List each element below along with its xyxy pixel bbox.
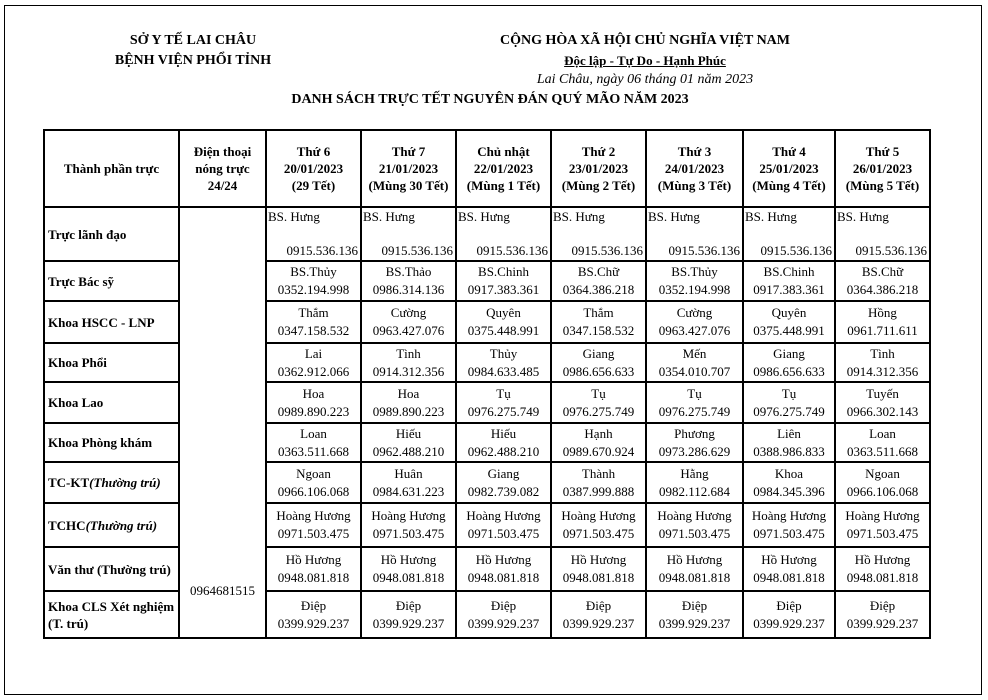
row-label: Trực Bác sỹ [44,261,179,301]
duty-cell [456,423,551,462]
staff-phone: 0399.929.237 [658,615,731,631]
staff-name: Thắm [298,305,329,320]
duty-cell [743,462,835,503]
staff-name: Thành [581,465,616,481]
staff-phone: 0962.488.210 [372,443,445,459]
staff-name: BS.Chữ [577,264,620,279]
staff-phone: 0352.194.998 [277,282,350,297]
nation-title: CỘNG HÒA XÃ HỘI CHỦ NGHĨA VIỆT NAM [499,33,790,48]
duty-cell [743,207,835,261]
col-header-day: Thứ 3 24/01/2023 (Mùng 3 Tết) [646,130,743,207]
staff-phone: 0984.631.223 [372,483,445,499]
staff-phone: 0961.711.611 [847,323,918,338]
duty-cell [743,591,835,638]
staff-phone: 0948.081.818 [846,570,919,585]
duty-cell [835,547,930,591]
duty-cell [551,462,646,503]
staff-name: Hoàng Hương [561,508,636,523]
staff-phone: 0989.890.223 [277,403,350,419]
row-label-main: TCHC [48,517,86,533]
staff-name: Điệp [585,597,612,613]
staff-name: Hoàng Hương [657,508,732,523]
staff-phone: 0973.286.629 [658,443,731,459]
table-row [44,382,930,423]
duty-cell [646,591,743,638]
header-row [44,130,930,207]
duty-cell [743,261,835,301]
staff-name: Hoàng Hương [845,508,920,523]
row-label-note: (Thường trú) [85,517,158,533]
col-header-day: Thứ 2 23/01/2023 (Mùng 2 Tết) [551,130,646,207]
staff-phone: 0976.275.749 [753,403,825,419]
duty-cell [266,547,361,591]
duty-cell [743,423,835,462]
staff-name: BS.Chữ [861,264,904,279]
duty-cell [456,343,551,382]
duty-cell [266,261,361,301]
staff-phone: 0966.106.068 [846,483,919,499]
staff-name: BS. Hưng [458,209,510,224]
duty-cell [646,261,743,301]
staff-name: Hoàng Hương [371,508,446,523]
duty-cell [266,591,361,638]
row-label: Trực lãnh đạo [44,207,179,261]
table-row [44,547,930,591]
col-header-day: Thứ 4 25/01/2023 (Mùng 4 Tết) [743,130,835,207]
staff-name: Tình [870,345,895,361]
duty-cell [835,591,930,638]
row-label: Khoa Phòng khám [44,423,179,462]
staff-phone: 0375.448.991 [467,323,540,338]
staff-phone: 0914.312.356 [372,363,445,379]
staff-phone: 0971.503.475 [658,526,731,541]
duty-roster-table [43,129,931,639]
staff-phone: 0352.194.998 [658,282,731,297]
staff-name: BS. Hưng [268,209,320,224]
duty-cell [551,261,646,301]
staff-name: Tình [396,345,421,361]
staff-name: Hoa [397,385,420,401]
staff-name: BS.Thủy [671,264,718,279]
staff-name: Huân [394,465,423,481]
staff-name: Hồng [868,305,897,320]
staff-name: BS.Thảo [385,264,432,279]
col-header-day: Thứ 5 26/01/2023 (Mùng 5 Tết) [835,130,930,207]
staff-name: Loan [300,425,327,441]
duty-cell [743,301,835,343]
staff-name: Hiếu [395,425,422,441]
staff-name: Cường [676,305,713,320]
staff-phone: 0948.081.818 [277,570,350,585]
staff-name: Hồ Hương [666,552,723,567]
staff-phone: 0948.081.818 [467,570,540,585]
duty-cell [551,423,646,462]
duty-cell [266,423,361,462]
staff-phone: 0966.302.143 [846,403,919,419]
duty-cell [743,547,835,591]
staff-name: Hồ Hương [854,552,911,567]
duty-cell [266,207,361,261]
staff-name: Tuyến [866,385,899,401]
staff-phone: 0963.427.076 [658,323,731,338]
duty-cell [646,547,743,591]
staff-phone: 0971.503.475 [372,526,445,541]
staff-name: Điệp [776,597,802,613]
duty-cell [835,423,930,462]
staff-phone: 0915.536.136 [381,243,453,258]
row-label: Khoa Lao [44,382,179,423]
staff-name: Giang [582,345,615,361]
staff-name: Tụ [496,385,511,401]
staff-phone: 0915.536.136 [476,243,548,258]
staff-phone: 0915.536.136 [855,243,927,258]
table-row [44,503,930,547]
staff-phone: 0948.081.818 [562,570,635,585]
table-row [44,591,930,638]
staff-name: Hoàng Hương [466,508,541,523]
col-header-day: Chủ nhật 22/01/2023 (Mùng 1 Tết) [456,130,551,207]
duty-cell [743,503,835,547]
duty-cell [361,503,456,547]
staff-name: Quyên [771,305,807,320]
duty-cell [456,301,551,343]
duty-cell [266,462,361,503]
staff-name: Hiếu [490,425,517,441]
staff-name: Liên [777,425,801,441]
staff-phone: 0966.106.068 [277,483,350,499]
staff-name: BS. Hưng [745,209,797,224]
staff-name: Hoàng Hương [276,508,351,523]
duty-cell [551,547,646,591]
duty-cell [551,591,646,638]
table-row [44,343,930,382]
staff-phone: 0914.312.356 [846,363,919,379]
staff-name: Hạnh [584,425,613,441]
staff-phone: 0364.386.218 [562,282,635,297]
staff-name: BS.Chinh [478,264,529,279]
duty-cell [835,301,930,343]
duty-cell [551,343,646,382]
col-header-component: Thành phần trực [44,130,179,207]
duty-cell [361,207,456,261]
duty-cell [456,207,551,261]
duty-cell [646,423,743,462]
col-header-day: Thứ 7 21/01/2023 (Mùng 30 Tết) [361,130,456,207]
staff-name: Điệp [869,597,896,613]
staff-name: Tụ [591,385,606,401]
staff-phone: 0399.929.237 [372,615,445,631]
duty-cell [361,301,456,343]
staff-phone: 0976.275.749 [658,403,731,419]
staff-phone: 0917.383.361 [753,282,825,297]
table-row [44,207,930,261]
duty-cell [361,343,456,382]
staff-name: Thắm [583,305,614,320]
row-label-note: (Thường trú) [89,475,161,490]
staff-name: BS. Hưng [363,209,415,224]
staff-name: Điệp [395,597,422,613]
hospital-name: BỆNH VIỆN PHỔI TỈNH [114,53,272,68]
duty-cell [266,343,361,382]
staff-name: Tụ [781,385,797,401]
staff-phone: 0986.314.136 [372,282,445,297]
staff-name: Hằng [680,465,709,481]
duty-cell [361,547,456,591]
row-label [44,462,179,503]
duty-cell [456,503,551,547]
staff-name: Cường [390,305,427,320]
duty-cell [456,261,551,301]
duty-cell [835,503,930,547]
staff-name: Hồ Hương [761,552,817,567]
staff-phone: 0982.739.082 [467,483,540,499]
staff-phone: 0399.929.237 [277,615,350,631]
staff-name: Điệp [300,597,327,613]
staff-phone: 0984.345.396 [753,483,825,499]
hotline-number: 0964681515 [179,207,266,638]
duty-cell [266,301,361,343]
duty-cell [361,462,456,503]
staff-phone: 0399.929.237 [753,615,825,631]
staff-phone: 0364.386.218 [846,282,919,297]
staff-phone: 0388.986.833 [753,443,825,459]
staff-phone: 0948.081.818 [658,570,731,585]
duty-cell [835,343,930,382]
staff-name: Quyên [486,305,521,320]
staff-name: BS.Thủy [290,264,337,279]
staff-phone: 0962.488.210 [467,443,540,459]
staff-name: Hồ Hương [570,552,627,567]
place-date: Lai Châu, ngày 06 tháng 01 năm 2023 [536,72,754,87]
staff-name: Loan [869,425,896,441]
staff-name: BS. Hưng [553,209,605,224]
staff-name: Khoa [774,465,804,481]
staff-phone: 0399.929.237 [846,615,919,631]
duty-cell [551,382,646,423]
col-header-day: Thứ 6 20/01/2023 (29 Tết) [266,130,361,207]
staff-name: Lai [304,345,323,361]
staff-name: BS. Hưng [837,209,889,224]
staff-phone: 0989.670.924 [562,443,635,459]
staff-phone: 0971.503.475 [467,526,540,541]
duty-cell [266,382,361,423]
staff-name: Hồ Hương [285,552,342,567]
duty-cell [835,382,930,423]
col-header-phone: Điện thoại nóng trực 24/24 [179,130,266,207]
staff-phone: 0971.503.475 [277,526,350,541]
staff-name: Thủy [489,345,518,361]
table-row [44,301,930,343]
staff-phone: 0387.999.888 [562,483,635,499]
table-row [44,462,930,503]
staff-name: Ngoan [296,465,331,481]
staff-name: Giang [773,345,805,361]
row-label: Khoa CLS Xét nghiệm (T. trú) [44,591,179,638]
staff-phone: 0984.633.485 [467,363,540,379]
duty-cell [646,301,743,343]
row-label: Văn thư (Thường trú) [44,547,179,591]
staff-phone: 0915.536.136 [286,243,358,258]
org-name: SỞ Y TẾ LAI CHÂU [129,33,257,48]
staff-phone: 0976.275.749 [467,403,540,419]
staff-phone: 0986.656.633 [753,363,825,379]
duty-cell [361,591,456,638]
duty-cell [646,382,743,423]
staff-phone: 0982.112.684 [658,483,731,499]
staff-name: Hồ Hương [380,552,437,567]
duty-cell [456,547,551,591]
nation-motto: Độc lập - Tự Do - Hạnh Phúc [564,53,726,68]
duty-cell [646,503,743,547]
staff-phone: 0363.511.668 [846,443,919,459]
staff-name: Tụ [687,385,702,401]
staff-name: Ngoan [865,465,900,481]
staff-phone: 0971.503.475 [846,526,919,541]
row-label [44,503,179,547]
staff-name: Phương [674,425,715,441]
duty-cell [646,462,743,503]
staff-phone: 0915.536.136 [571,243,643,258]
duty-cell [551,503,646,547]
duty-cell [361,423,456,462]
staff-phone: 0347.158.532 [562,323,635,338]
staff-name: Điệp [681,597,708,613]
staff-phone: 0971.503.475 [562,526,635,541]
duty-cell [646,207,743,261]
staff-name: Mến [682,345,707,361]
document-title: DANH SÁCH TRỰC TẾT NGUYÊN ĐÁN QUÝ MÃO NĂM 2023 [291,92,689,107]
staff-phone: 0354.010.707 [658,363,731,379]
duty-cell [361,382,456,423]
duty-cell [456,462,551,503]
staff-phone: 0976.275.749 [562,403,635,419]
staff-name: BS. Hưng [648,209,700,224]
staff-phone: 0948.081.818 [372,570,445,585]
staff-name: Điệp [490,597,517,613]
duty-cell [743,343,835,382]
staff-phone: 0948.081.818 [753,570,825,585]
staff-phone: 0915.536.136 [760,243,832,258]
table-row [44,261,930,301]
duty-cell [361,261,456,301]
duty-cell [835,462,930,503]
duty-cell [456,382,551,423]
staff-phone: 0399.929.237 [467,615,540,631]
staff-name: BS.Chinh [763,264,815,279]
duty-cell [743,382,835,423]
staff-phone: 0917.383.361 [467,282,540,297]
duty-cell [551,301,646,343]
staff-phone: 0399.929.237 [562,615,635,631]
staff-phone: 0986.656.633 [562,363,635,379]
duty-cell [646,343,743,382]
duty-cell [266,503,361,547]
staff-name: Giang [487,465,520,481]
duty-cell [456,591,551,638]
row-label-main: TC-KT [48,475,90,490]
staff-phone: 0989.890.223 [372,403,445,419]
staff-phone: 0375.448.991 [753,323,825,338]
staff-phone: 0915.536.136 [668,243,740,258]
staff-phone: 0362.912.066 [277,363,350,379]
duty-cell [551,207,646,261]
staff-name: Hồ Hương [475,552,532,567]
staff-name: Hoàng Hương [751,508,827,523]
row-label: Khoa HSCC - LNP [44,301,179,343]
row-label: Khoa Phổi [44,343,179,382]
duty-cell [835,207,930,261]
staff-phone: 0347.158.532 [277,323,350,338]
duty-cell [835,261,930,301]
staff-phone: 0963.427.076 [372,323,445,338]
staff-phone: 0363.511.668 [277,443,350,459]
staff-phone: 0971.503.475 [753,526,825,541]
table-row [44,423,930,462]
staff-name: Hoa [302,385,325,401]
